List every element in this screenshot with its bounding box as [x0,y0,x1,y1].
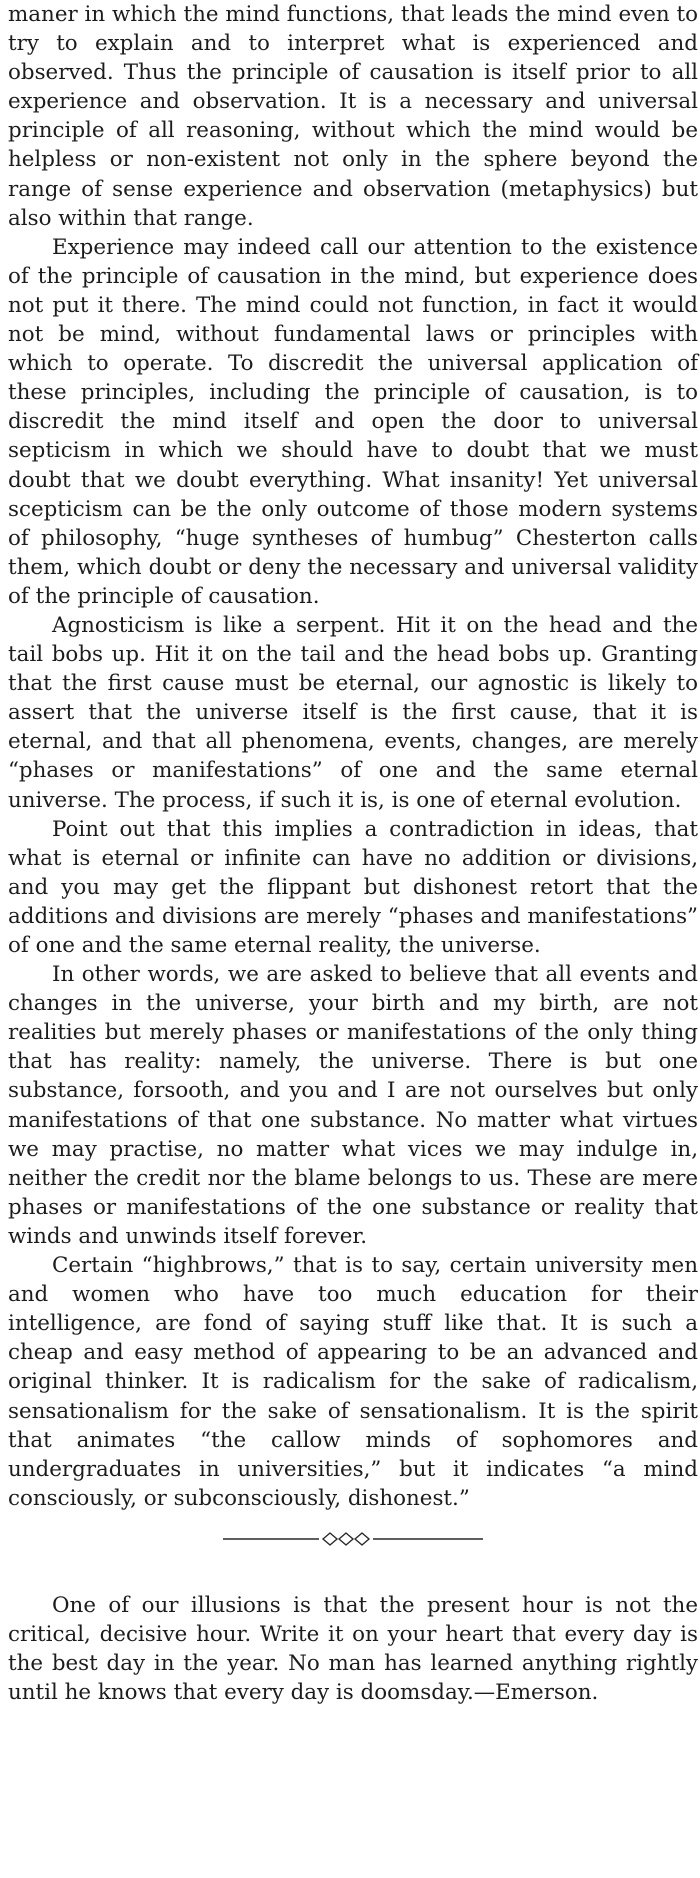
emerson-quote: One of our illusions is that the present hour is not the critical, decisive hour. Write it on your heart that every day is the best day in the year. No man has learned anything rightly until he knows that every day is doomsday.—Emerson. [8,1592,698,1706]
paragraph-causation-prior: maner in which the mind functions, that leads the mind even to try to explain and to interpret what is experienced and observed. Thus the principle of causation is itself prior to all experience and observation. It is a necessary and universal principle of all reasoning, without which the mind would be helpless or non-existent not only in the sphere beyond the range of sense experience and observation (metaphysics) but also within that range. [8,2,698,231]
paragraph-contradiction: Point out that this implies a contradiction in ideas, that what is eternal or infinite can have no addition or divisions, and you may get the flippant but dishonest retort that the additions and divisions are merely “phases and manifestations” of one and the same eternal reality, the universe. [8,816,698,958]
ornament-divider-icon [223,1529,483,1549]
paragraph-other-words: In other words, we are asked to believe that all events and changes in the universe, your birth and my birth, are not realities but merely phases or manifestations of the only thing that has reality: namely, the universe. There is but one substance, forsooth, and you and I are not ourselves but only manifestations of that one substance. No matter what virtues we may practise, no matter what vices we may indulge in, neither the credit nor the blame belongs to us. These are mere phases or manifestations of the one substance or reality that winds and unwinds itself forever. [8,962,698,1249]
paragraph-agnosticism: Agnosticism is like a serpent. Hit it on the head and the tail bobs up. Hit it on the tail and the head bobs up. Granting that the first cause must be eternal, our agnostic is likely to assert that the universe itself is the first cause, that it is eternal, and that all phenomena, events, changes, are merely “phases or manifestations” of one and the same eternal universe. The process, if such it is, is one of eternal evolution. [8,612,698,813]
paragraph-experience: Experience may indeed call our attention to the existence of the principle of causation in the mind, but experience does not put it there. The mind could not function, in fact it would not be mind, without fundamental laws or principles with which to operate. To discredit the universal application of these principles, including the principle of causation, is to discredit the mind itself and open the door to universal septicism in which we should have to doubt that we must doubt that we doubt everything. What insanity! Yet universal scepticism can be the only outcome of those modern systems of philosophy, “huge syntheses of humbug” Chesterton calls them, which doubt or deny the necessary and universal validity of the principle of causation. [8,234,698,609]
section-divider [8,1519,698,1559]
document-page [8,0,698,1707]
paragraph-highbrows: Certain “highbrows,” that is to say, certain university men and women who have too much education for their intelligence, are fond of saying stuff like that. It is such a cheap and easy method of appearing to be an advanced and original thinker. It is radicalism for the sake of radicalism, sensationalism for the sake of sensationalism. It is the spirit that animates “the callow minds of sophomores and undergraduates in universities,” but it indicates “a mind consciously, or subconsciously, dishonest.” [8,1253,698,1511]
spacer [8,1565,698,1591]
